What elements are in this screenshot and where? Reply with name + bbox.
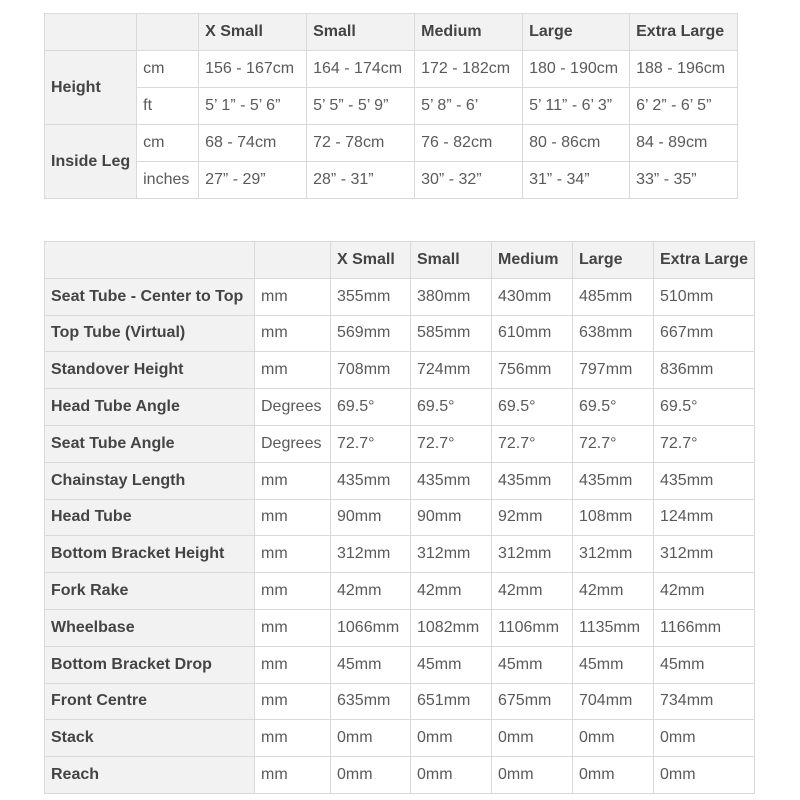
unit-cell: mm bbox=[255, 499, 331, 536]
value-cell: 69.5° bbox=[573, 389, 654, 426]
value-cell: 42mm bbox=[492, 573, 573, 610]
value-cell: 72.7° bbox=[492, 425, 573, 462]
unit-cell: mm bbox=[255, 609, 331, 646]
value-cell: 45mm bbox=[411, 646, 492, 683]
size-header-cell: Medium bbox=[492, 242, 573, 279]
value-cell: 355mm bbox=[331, 278, 411, 315]
value-cell: 312mm bbox=[331, 536, 411, 573]
size-header-cell: X Small bbox=[199, 14, 307, 51]
value-cell: 28” - 31” bbox=[307, 162, 415, 199]
size-header-cell: Large bbox=[573, 242, 654, 279]
value-cell: 156 - 167cm bbox=[199, 51, 307, 88]
size-header-cell: X Small bbox=[331, 242, 411, 279]
value-cell: 312mm bbox=[492, 536, 573, 573]
header-corner-cell bbox=[45, 242, 255, 279]
geometry-label: Front Centre bbox=[45, 683, 255, 720]
value-cell: 734mm bbox=[654, 683, 755, 720]
unit-cell: ft bbox=[137, 88, 199, 125]
value-cell: 0mm bbox=[492, 757, 573, 794]
table-row bbox=[45, 88, 738, 125]
value-cell: 33” - 35” bbox=[630, 162, 738, 199]
value-cell: 6’ 2” - 6’ 5” bbox=[630, 88, 738, 125]
geometry-label: Chainstay Length bbox=[45, 462, 255, 499]
value-cell: 124mm bbox=[654, 499, 755, 536]
geometry-label: Wheelbase bbox=[45, 609, 255, 646]
unit-cell: mm bbox=[255, 278, 331, 315]
table-row bbox=[45, 683, 755, 720]
value-cell: 569mm bbox=[331, 315, 411, 352]
value-cell: 90mm bbox=[331, 499, 411, 536]
geometry-label: Top Tube (Virtual) bbox=[45, 315, 255, 352]
value-cell: 90mm bbox=[411, 499, 492, 536]
unit-cell: mm bbox=[255, 573, 331, 610]
value-cell: 485mm bbox=[573, 278, 654, 315]
value-cell: 638mm bbox=[573, 315, 654, 352]
value-cell: 430mm bbox=[492, 278, 573, 315]
value-cell: 0mm bbox=[492, 720, 573, 757]
header-corner-cell bbox=[137, 14, 199, 51]
value-cell: 72.7° bbox=[654, 425, 755, 462]
table-row bbox=[45, 51, 738, 88]
value-cell: 5’ 5” - 5’ 9” bbox=[307, 88, 415, 125]
geometry-table bbox=[44, 241, 755, 794]
geometry-label: Bottom Bracket Drop bbox=[45, 646, 255, 683]
value-cell: 92mm bbox=[492, 499, 573, 536]
value-cell: 80 - 86cm bbox=[523, 125, 630, 162]
size-header-cell: Extra Large bbox=[630, 14, 738, 51]
table-row bbox=[45, 499, 755, 536]
value-cell: 172 - 182cm bbox=[415, 51, 523, 88]
table-row bbox=[45, 389, 755, 426]
value-cell: 1166mm bbox=[654, 609, 755, 646]
value-cell: 84 - 89cm bbox=[630, 125, 738, 162]
value-cell: 704mm bbox=[573, 683, 654, 720]
value-cell: 72.7° bbox=[331, 425, 411, 462]
header-row bbox=[45, 14, 738, 51]
geometry-label: Stack bbox=[45, 720, 255, 757]
value-cell: 42mm bbox=[331, 573, 411, 610]
unit-cell: cm bbox=[137, 125, 199, 162]
value-cell: 45mm bbox=[492, 646, 573, 683]
unit-cell: mm bbox=[255, 683, 331, 720]
table-row bbox=[45, 536, 755, 573]
value-cell: 435mm bbox=[331, 462, 411, 499]
value-cell: 45mm bbox=[331, 646, 411, 683]
value-cell: 42mm bbox=[411, 573, 492, 610]
value-cell: 188 - 196cm bbox=[630, 51, 738, 88]
value-cell: 435mm bbox=[492, 462, 573, 499]
table-row bbox=[45, 125, 738, 162]
measurement-label: Inside Leg bbox=[45, 125, 137, 199]
geometry-label: Head Tube Angle bbox=[45, 389, 255, 426]
value-cell: 0mm bbox=[654, 757, 755, 794]
unit-cell: mm bbox=[255, 462, 331, 499]
value-cell: 5’ 1” - 5’ 6” bbox=[199, 88, 307, 125]
value-cell: 45mm bbox=[654, 646, 755, 683]
size-chart-table bbox=[44, 13, 738, 199]
size-header-cell: Small bbox=[307, 14, 415, 51]
value-cell: 312mm bbox=[654, 536, 755, 573]
value-cell: 380mm bbox=[411, 278, 492, 315]
value-cell: 0mm bbox=[331, 720, 411, 757]
value-cell: 610mm bbox=[492, 315, 573, 352]
geometry-label: Bottom Bracket Height bbox=[45, 536, 255, 573]
table-row bbox=[45, 757, 755, 794]
value-cell: 836mm bbox=[654, 352, 755, 389]
value-cell: 675mm bbox=[492, 683, 573, 720]
value-cell: 30” - 32” bbox=[415, 162, 523, 199]
value-cell: 312mm bbox=[573, 536, 654, 573]
value-cell: 724mm bbox=[411, 352, 492, 389]
table-row bbox=[45, 352, 755, 389]
value-cell: 651mm bbox=[411, 683, 492, 720]
value-cell: 164 - 174cm bbox=[307, 51, 415, 88]
table-row bbox=[45, 720, 755, 757]
value-cell: 68 - 74cm bbox=[199, 125, 307, 162]
unit-cell: mm bbox=[255, 536, 331, 573]
value-cell: 5’ 11” - 6’ 3” bbox=[523, 88, 630, 125]
value-cell: 0mm bbox=[573, 757, 654, 794]
geometry-label: Fork Rake bbox=[45, 573, 255, 610]
geometry-label: Seat Tube Angle bbox=[45, 425, 255, 462]
value-cell: 1106mm bbox=[492, 609, 573, 646]
header-corner-cell bbox=[45, 14, 137, 51]
table-row bbox=[45, 573, 755, 610]
header-corner-cell bbox=[255, 242, 331, 279]
value-cell: 69.5° bbox=[411, 389, 492, 426]
value-cell: 0mm bbox=[654, 720, 755, 757]
value-cell: 76 - 82cm bbox=[415, 125, 523, 162]
value-cell: 45mm bbox=[573, 646, 654, 683]
measurement-label: Height bbox=[45, 51, 137, 125]
value-cell: 1135mm bbox=[573, 609, 654, 646]
geometry-label: Reach bbox=[45, 757, 255, 794]
unit-cell: inches bbox=[137, 162, 199, 199]
unit-cell: Degrees bbox=[255, 389, 331, 426]
unit-cell: mm bbox=[255, 315, 331, 352]
value-cell: 0mm bbox=[411, 720, 492, 757]
value-cell: 108mm bbox=[573, 499, 654, 536]
value-cell: 435mm bbox=[654, 462, 755, 499]
size-header-cell: Large bbox=[523, 14, 630, 51]
value-cell: 0mm bbox=[411, 757, 492, 794]
value-cell: 42mm bbox=[654, 573, 755, 610]
value-cell: 42mm bbox=[573, 573, 654, 610]
table-row bbox=[45, 162, 738, 199]
unit-cell: mm bbox=[255, 646, 331, 683]
unit-cell: mm bbox=[255, 757, 331, 794]
header-row bbox=[45, 242, 755, 279]
table-row bbox=[45, 425, 755, 462]
value-cell: 69.5° bbox=[492, 389, 573, 426]
value-cell: 27” - 29” bbox=[199, 162, 307, 199]
value-cell: 435mm bbox=[573, 462, 654, 499]
value-cell: 797mm bbox=[573, 352, 654, 389]
value-cell: 756mm bbox=[492, 352, 573, 389]
unit-cell: Degrees bbox=[255, 425, 331, 462]
value-cell: 435mm bbox=[411, 462, 492, 499]
value-cell: 180 - 190cm bbox=[523, 51, 630, 88]
size-header-cell: Extra Large bbox=[654, 242, 755, 279]
table-row bbox=[45, 609, 755, 646]
value-cell: 667mm bbox=[654, 315, 755, 352]
value-cell: 69.5° bbox=[331, 389, 411, 426]
value-cell: 72.7° bbox=[411, 425, 492, 462]
value-cell: 1066mm bbox=[331, 609, 411, 646]
unit-cell: mm bbox=[255, 720, 331, 757]
unit-cell: mm bbox=[255, 352, 331, 389]
value-cell: 5’ 8” - 6’ bbox=[415, 88, 523, 125]
value-cell: 72 - 78cm bbox=[307, 125, 415, 162]
table-row bbox=[45, 462, 755, 499]
size-header-cell: Small bbox=[411, 242, 492, 279]
table-row bbox=[45, 315, 755, 352]
value-cell: 635mm bbox=[331, 683, 411, 720]
value-cell: 1082mm bbox=[411, 609, 492, 646]
geometry-label: Standover Height bbox=[45, 352, 255, 389]
value-cell: 72.7° bbox=[573, 425, 654, 462]
table-row bbox=[45, 646, 755, 683]
value-cell: 0mm bbox=[331, 757, 411, 794]
geometry-label: Head Tube bbox=[45, 499, 255, 536]
value-cell: 708mm bbox=[331, 352, 411, 389]
value-cell: 585mm bbox=[411, 315, 492, 352]
value-cell: 31” - 34” bbox=[523, 162, 630, 199]
value-cell: 312mm bbox=[411, 536, 492, 573]
value-cell: 510mm bbox=[654, 278, 755, 315]
value-cell: 0mm bbox=[573, 720, 654, 757]
table-row bbox=[45, 278, 755, 315]
geometry-label: Seat Tube - Center to Top bbox=[45, 278, 255, 315]
unit-cell: cm bbox=[137, 51, 199, 88]
size-header-cell: Medium bbox=[415, 14, 523, 51]
value-cell: 69.5° bbox=[654, 389, 755, 426]
